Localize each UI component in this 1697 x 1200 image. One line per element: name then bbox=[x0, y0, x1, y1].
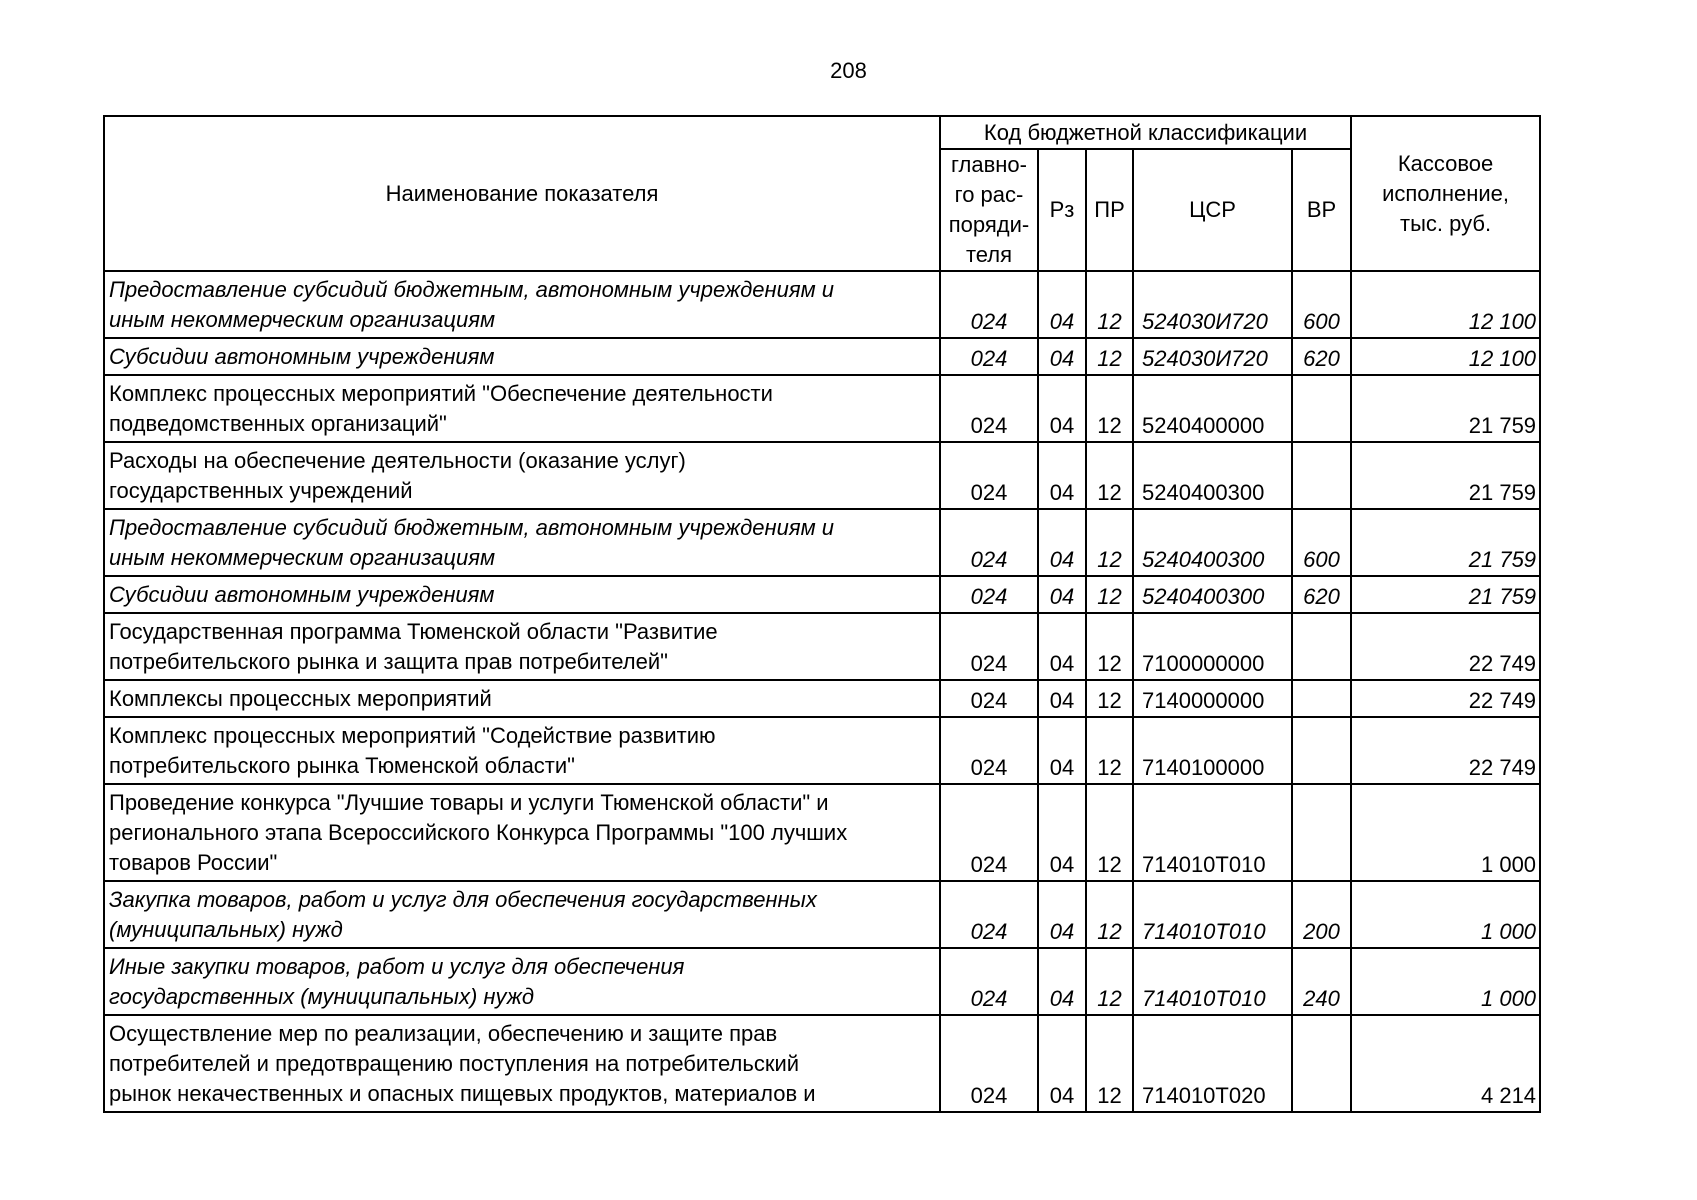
row-name-line: Комплекс процессных мероприятий "Содействие развитию bbox=[109, 723, 716, 748]
row-name-line: Комплексы процессных мероприятий bbox=[109, 686, 492, 711]
row-rz: 04 bbox=[1038, 784, 1086, 881]
row-name-line: Государственная программа Тюменской области "Развитие bbox=[109, 619, 718, 644]
row-name-line: (муниципальных) нужд bbox=[109, 917, 343, 942]
row-name bbox=[104, 338, 940, 375]
row-csr: 5240400000 bbox=[1133, 375, 1292, 442]
row-name-line: Комплекс процессных мероприятий "Обеспечение деятельности bbox=[109, 381, 773, 406]
row-csr: 524030И720 bbox=[1133, 271, 1292, 338]
row-manager: 024 bbox=[940, 442, 1038, 509]
row-manager: 024 bbox=[940, 509, 1038, 576]
row-vr bbox=[1292, 375, 1351, 442]
table-body bbox=[104, 271, 1540, 1112]
row-vr bbox=[1292, 442, 1351, 509]
row-vr: 620 bbox=[1292, 338, 1351, 375]
row-pr: 12 bbox=[1086, 613, 1133, 680]
row-rz: 04 bbox=[1038, 338, 1086, 375]
row-name bbox=[104, 442, 940, 509]
row-amount: 1 000 bbox=[1351, 948, 1540, 1015]
table-row bbox=[104, 613, 1540, 680]
row-vr: 600 bbox=[1292, 509, 1351, 576]
row-csr: 5240400300 bbox=[1133, 509, 1292, 576]
row-name bbox=[104, 613, 940, 680]
table-row bbox=[104, 442, 1540, 509]
row-vr bbox=[1292, 613, 1351, 680]
row-pr: 12 bbox=[1086, 509, 1133, 576]
row-amount: 4 214 bbox=[1351, 1015, 1540, 1112]
row-name-line: Предоставление субсидий бюджетным, автономным учреждениям и bbox=[109, 277, 835, 302]
row-csr: 714010Т010 bbox=[1133, 784, 1292, 881]
row-amount: 12 100 bbox=[1351, 271, 1540, 338]
header-csr: ЦСР bbox=[1133, 149, 1292, 271]
row-rz: 04 bbox=[1038, 717, 1086, 784]
row-vr bbox=[1292, 1015, 1351, 1112]
row-rz: 04 bbox=[1038, 576, 1086, 613]
header-manager-line: теля bbox=[965, 242, 1013, 267]
row-csr: 5240400300 bbox=[1133, 442, 1292, 509]
row-name bbox=[104, 509, 940, 576]
row-amount: 21 759 bbox=[1351, 576, 1540, 613]
header-manager-line: главно- bbox=[950, 152, 1027, 177]
row-manager: 024 bbox=[940, 784, 1038, 881]
row-rz: 04 bbox=[1038, 1015, 1086, 1112]
header-amount-line: тыс. руб. bbox=[1400, 210, 1492, 236]
row-rz: 04 bbox=[1038, 613, 1086, 680]
row-name-line: Предоставление субсидий бюджетным, автономным учреждениям и bbox=[109, 515, 835, 540]
row-amount: 1 000 bbox=[1351, 881, 1540, 948]
header-amount-line: Кассовое bbox=[1397, 150, 1494, 176]
header-rz: Рз bbox=[1038, 149, 1086, 271]
row-pr: 12 bbox=[1086, 375, 1133, 442]
row-csr: 7140100000 bbox=[1133, 717, 1292, 784]
row-name-line: иным некоммерческим организациям bbox=[109, 545, 496, 570]
row-csr: 714010Т010 bbox=[1133, 881, 1292, 948]
row-name-line: Закупка товаров, работ и услуг для обеспечения государственных bbox=[109, 887, 817, 912]
row-amount: 21 759 bbox=[1351, 509, 1540, 576]
header-manager bbox=[940, 149, 1038, 271]
row-rz: 04 bbox=[1038, 271, 1086, 338]
table-row bbox=[104, 576, 1540, 613]
row-amount: 22 749 bbox=[1351, 680, 1540, 717]
table-row bbox=[104, 338, 1540, 375]
row-csr: 714010Т010 bbox=[1133, 948, 1292, 1015]
row-vr bbox=[1292, 680, 1351, 717]
row-csr: 5240400300 bbox=[1133, 576, 1292, 613]
table-row bbox=[104, 948, 1540, 1015]
row-pr: 12 bbox=[1086, 442, 1133, 509]
row-name-line: иным некоммерческим организациям bbox=[109, 307, 496, 332]
row-manager: 024 bbox=[940, 680, 1038, 717]
row-amount: 12 100 bbox=[1351, 338, 1540, 375]
row-name bbox=[104, 784, 940, 881]
row-name bbox=[104, 717, 940, 784]
header-pr: ПР bbox=[1086, 149, 1133, 271]
row-rz: 04 bbox=[1038, 881, 1086, 948]
row-rz: 04 bbox=[1038, 948, 1086, 1015]
row-pr: 12 bbox=[1086, 948, 1133, 1015]
row-name-line: товаров России" bbox=[109, 850, 278, 875]
row-name-line: государственных (муниципальных) нужд bbox=[109, 984, 535, 1009]
row-vr: 240 bbox=[1292, 948, 1351, 1015]
table-row bbox=[104, 375, 1540, 442]
row-amount: 22 749 bbox=[1351, 613, 1540, 680]
row-vr bbox=[1292, 717, 1351, 784]
table-row bbox=[104, 680, 1540, 717]
row-pr: 12 bbox=[1086, 680, 1133, 717]
header-manager-line: го рас- bbox=[954, 182, 1024, 207]
row-pr: 12 bbox=[1086, 717, 1133, 784]
row-vr: 200 bbox=[1292, 881, 1351, 948]
row-pr: 12 bbox=[1086, 881, 1133, 948]
row-name-line: Субсидии автономным учреждениям bbox=[109, 582, 495, 607]
row-name-line: подведомственных организаций" bbox=[109, 411, 447, 436]
row-name-line: Иные закупки товаров, работ и услуг для обеспечения bbox=[109, 954, 685, 979]
row-vr bbox=[1292, 784, 1351, 881]
row-csr: 524030И720 bbox=[1133, 338, 1292, 375]
row-csr: 714010Т020 bbox=[1133, 1015, 1292, 1112]
header-manager-line: поряди- bbox=[948, 212, 1030, 237]
row-manager: 024 bbox=[940, 717, 1038, 784]
row-name-line: регионального этапа Всероссийского Конкурса Программы "100 лучших bbox=[109, 820, 848, 845]
row-manager: 024 bbox=[940, 613, 1038, 680]
row-name bbox=[104, 576, 940, 613]
row-manager: 024 bbox=[940, 948, 1038, 1015]
row-rz: 04 bbox=[1038, 509, 1086, 576]
row-name-line: Субсидии автономным учреждениям bbox=[109, 344, 495, 369]
row-name-line: Осуществление мер по реализации, обеспечению и защите прав bbox=[109, 1021, 778, 1046]
row-pr: 12 bbox=[1086, 1015, 1133, 1112]
row-csr: 7100000000 bbox=[1133, 613, 1292, 680]
row-manager: 024 bbox=[940, 375, 1038, 442]
row-name-line: государственных учреждений bbox=[109, 478, 413, 503]
table-row bbox=[104, 509, 1540, 576]
row-name bbox=[104, 680, 940, 717]
header-vr: ВР bbox=[1292, 149, 1351, 271]
row-name bbox=[104, 1015, 940, 1112]
row-name-line: потребительского рынка Тюменской области" bbox=[109, 753, 575, 778]
row-name-line: рынок некачественных и опасных пищевых продуктов, материалов и bbox=[109, 1081, 816, 1106]
row-pr: 12 bbox=[1086, 271, 1133, 338]
row-name-line: Расходы на обеспечение деятельности (оказание услуг) bbox=[109, 448, 686, 473]
row-manager: 024 bbox=[940, 881, 1038, 948]
row-name bbox=[104, 375, 940, 442]
header-amount bbox=[1351, 116, 1540, 271]
row-manager: 024 bbox=[940, 1015, 1038, 1112]
table-row bbox=[104, 784, 1540, 881]
row-rz: 04 bbox=[1038, 680, 1086, 717]
row-vr: 620 bbox=[1292, 576, 1351, 613]
table-row bbox=[104, 717, 1540, 784]
header-kbk: Код бюджетной классификации bbox=[940, 116, 1351, 149]
page-number: 208 bbox=[830, 58, 867, 83]
row-pr: 12 bbox=[1086, 784, 1133, 881]
budget-table bbox=[103, 115, 1541, 1113]
row-amount: 22 749 bbox=[1351, 717, 1540, 784]
row-manager: 024 bbox=[940, 271, 1038, 338]
row-name bbox=[104, 948, 940, 1015]
row-name bbox=[104, 881, 940, 948]
row-pr: 12 bbox=[1086, 576, 1133, 613]
row-pr: 12 bbox=[1086, 338, 1133, 375]
header-name: Наименование показателя bbox=[104, 116, 940, 271]
table-row bbox=[104, 271, 1540, 338]
table-row bbox=[104, 1015, 1540, 1112]
row-rz: 04 bbox=[1038, 442, 1086, 509]
row-name-line: потребительского рынка и защита прав потребителей" bbox=[109, 649, 668, 674]
header-amount-line: исполнение, bbox=[1382, 180, 1510, 206]
row-vr: 600 bbox=[1292, 271, 1351, 338]
row-amount: 1 000 bbox=[1351, 784, 1540, 881]
row-amount: 21 759 bbox=[1351, 375, 1540, 442]
table-row bbox=[104, 881, 1540, 948]
row-manager: 024 bbox=[940, 576, 1038, 613]
row-csr: 7140000000 bbox=[1133, 680, 1292, 717]
row-rz: 04 bbox=[1038, 375, 1086, 442]
row-name-line: потребителей и предотвращению поступления на потребительский bbox=[109, 1051, 800, 1076]
row-amount: 21 759 bbox=[1351, 442, 1540, 509]
row-manager: 024 bbox=[940, 338, 1038, 375]
row-name bbox=[104, 271, 940, 338]
row-name-line: Проведение конкурса "Лучшие товары и услуги Тюменской области" и bbox=[109, 790, 829, 815]
